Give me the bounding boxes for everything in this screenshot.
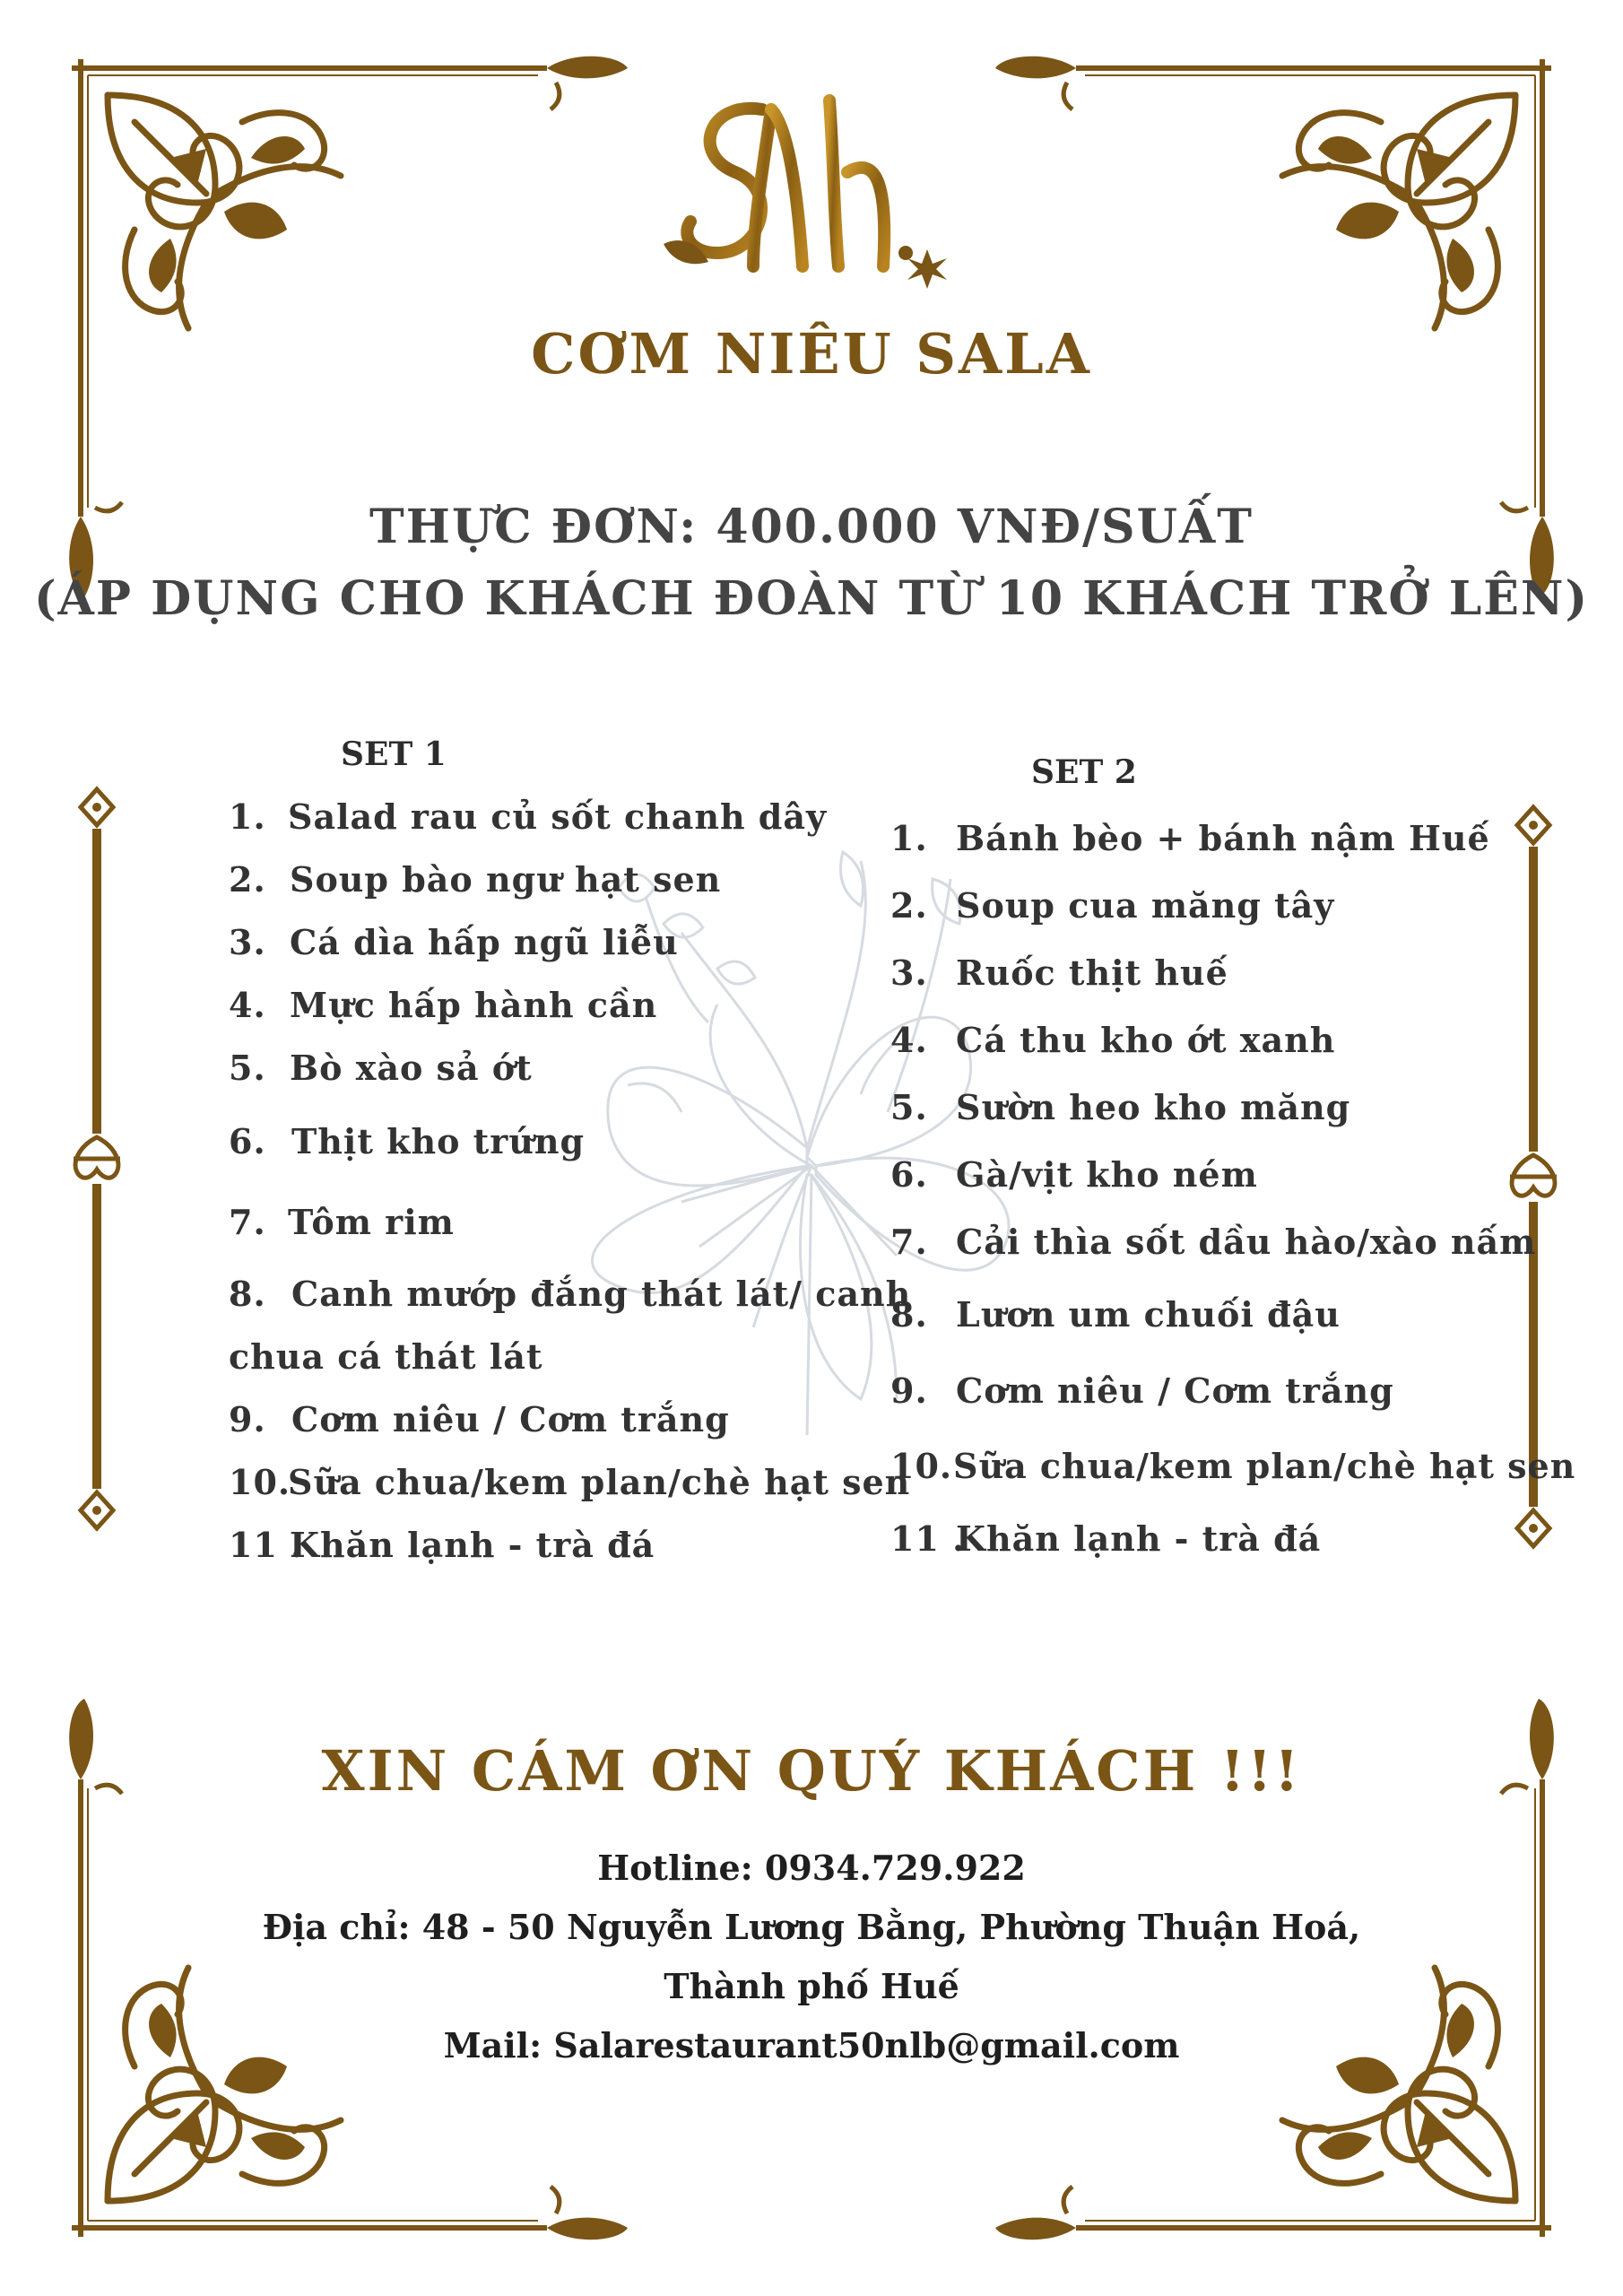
sala-logo (655, 74, 959, 307)
list-item: 3. Cá dìa hấp ngũ liễu (229, 922, 679, 962)
email: Mail: Salarestaurant50nlb@gmail.com (443, 2025, 1180, 2066)
list-item: 6. Thịt kho trứng (229, 1121, 586, 1161)
list-item: 4. Mực hấp hành cần (229, 985, 658, 1025)
set2-label: SET 2 (1031, 753, 1137, 791)
menu-condition-line: (ÁP DỤNG CHO KHÁCH ĐOÀN TỪ 10 KHÁCH TRỞ LÊN) (33, 571, 1590, 626)
list-item: 10.Sữa chua/kem plan/chè hạt sen (229, 1462, 911, 1502)
list-item: 8. Lươn um chuối đậu (890, 1294, 1341, 1335)
hotline: Hotline: 0934.729.922 (597, 1848, 1026, 1888)
menu-title (0, 491, 1623, 635)
list-item: 1. Bánh bèo + bánh nậm Huế (890, 818, 1490, 858)
menu-price-line: THỰC ĐƠN: 400.000 VNĐ/SUẤT (369, 500, 1254, 554)
address-line-1: Địa chỉ: 48 - 50 Nguyễn Lương Bằng, Phường Thuận Hoá, (262, 1907, 1361, 1947)
restaurant-name: CƠM NIÊU SALA (531, 321, 1092, 387)
address-line-2: Thành phố Huế (664, 1966, 959, 2006)
list-item: 10.Sữa chua/kem plan/chè hạt sen (890, 1446, 1576, 1486)
thank-you-message: XIN CÁM ƠN QUÝ KHÁCH !!! (321, 1738, 1302, 1804)
list-item: 9. Cơm niêu / Cơm trắng (229, 1399, 730, 1439)
set1-label: SET 1 (341, 735, 447, 773)
list-item: 2. Soup cua măng tây (890, 885, 1335, 926)
list-item: 7. Tôm rim (229, 1202, 455, 1242)
list-item: 11 .Khăn lạnh - trà đá (890, 1518, 1322, 1559)
list-item: 3. Ruốc thịt huế (890, 952, 1228, 993)
list-item: 5. Bò xào sả ớt (229, 1048, 533, 1088)
list-item: 8. Canh mướp đắng thát lát/ canh (229, 1274, 912, 1314)
list-item: 11 .Khăn lạnh - trà đá (229, 1525, 655, 1565)
list-item: 6. Gà/vịt kho ném (890, 1154, 1258, 1195)
list-item: 9. Cơm niêu / Cơm trắng (890, 1370, 1394, 1411)
list-item: 5. Sườn heo kho măng (890, 1087, 1351, 1127)
list-item: 2. Soup bào ngư hạt sen (229, 859, 722, 900)
list-item: 7. Cải thìa sốt dầu hào/xào nấm (890, 1222, 1537, 1262)
list-item: 4. Cá thu kho ớt xanh (890, 1020, 1336, 1060)
list-item-continuation: chua cá thát lát (229, 1336, 543, 1377)
list-item: 1. Salad rau củ sốt chanh dây (229, 796, 828, 837)
